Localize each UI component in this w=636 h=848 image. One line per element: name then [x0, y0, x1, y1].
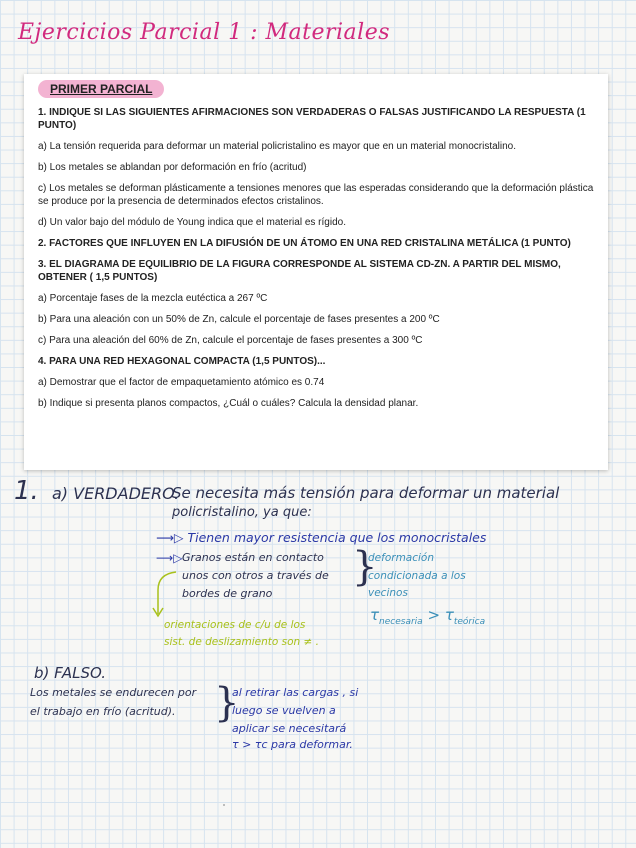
answer-b-label: b) FALSO. — [34, 664, 106, 682]
answer-b-reason1: al retirar las cargas , si — [232, 686, 359, 699]
question-3a: a) Porcentaje fases de la mezcla eutéctica a 267 ºC — [38, 293, 268, 304]
tau-inequality — [370, 606, 485, 627]
brace-granos: } — [352, 544, 378, 590]
granos-line1: Granos están en contacto — [182, 551, 324, 564]
orientaciones-line1: orientaciones de c/u de los — [164, 619, 306, 631]
answer-b-reason4: τ > τc para deformar. — [232, 738, 353, 751]
page-title: Ejercicios Parcial 1 : Materiales — [18, 20, 391, 45]
deformacion-line1: deformación — [368, 552, 434, 564]
question-1b: b) Los metales se ablandan por deformación en frío (acritud) — [38, 162, 307, 173]
greater-than: > — [427, 606, 441, 624]
question-1d: d) Un valor bajo del módulo de Young indica que el material es rígido. — [38, 217, 346, 228]
lime-arrow — [150, 570, 180, 620]
granos-line3: bordes de grano — [182, 587, 273, 600]
deformacion-line3: vecinos — [368, 587, 408, 599]
answer-a-line2: policristalino, ya que: — [172, 505, 312, 520]
answer-b-reason3: aplicar se necesitará — [232, 722, 347, 735]
answer-b-line2: el trabajo en frío (acritud). — [30, 705, 176, 718]
tau-symbol: τ — [370, 606, 380, 624]
tau-symbol-2: τ — [444, 606, 454, 624]
answer-b-reason2: luego se vuelven a — [232, 704, 336, 717]
answer-number: 1. — [14, 476, 39, 506]
question-2: 2. FACTORES QUE INFLUYEN EN LA DIFUSIÓN DE UN ÁTOMO EN UNA RED CRISTALINA METÁLICA (1 PUNTO) — [38, 238, 571, 249]
question-1a: a) La tensión requerida para deformar un material policristalino es mayor que en un material monocristalino. — [38, 141, 517, 152]
stray-dot — [223, 804, 225, 806]
bullet-2-arrow: ⟶▷ — [156, 551, 183, 565]
exam-heading: PRIMER PARCIAL — [38, 80, 164, 98]
granos-line2: unos con otros a través de — [182, 569, 329, 582]
question-1: 1. INDIQUE SI LAS SIGUIENTES AFIRMACIONES SON VERDADERAS O FALSAS JUSTIFICANDO LA RESPUESTA (1 PUNTO) — [38, 107, 586, 131]
bullet-1: ⟶▷ Tienen mayor resistencia que los monocristales — [156, 530, 487, 545]
question-4: 4. PARA UNA RED HEXAGONAL COMPACTA (1,5 PUNTOS)... — [38, 356, 326, 367]
question-4b: b) Indique si presenta planos compactos, ¿Cuál o cuáles? Calcula la densidad planar. — [38, 398, 419, 409]
question-3c: c) Para una aleación del 60% de Zn, calcule el porcentaje de fases presentes a 300 ºC — [38, 335, 423, 346]
question-3: 3. EL DIAGRAMA DE EQUILIBRIO DE LA FIGURA CORRESPONDE AL SISTEMA CD-ZN. A PARTIR DEL MISMO, OBTENER ( 1,5 PUNTOS) — [38, 259, 561, 283]
brace-falso: } — [214, 680, 240, 726]
question-4a: a) Demostrar que el factor de empaquetamiento atómico es 0.74 — [38, 377, 325, 388]
exam-sheet — [24, 74, 608, 470]
question-1c: c) Los metales se deforman plásticamente a tensiones menores que las esperadas considerando que la deformación plástica se produce por la presencia de determinados efectos cristalinos. — [38, 183, 594, 207]
question-3b: b) Para una aleación con un 50% de Zn, calcule el porcentaje de fases presentes a 200 ºC — [38, 314, 440, 325]
answer-b-line1: Los metales se endurecen por — [30, 686, 197, 699]
answer-a-label: a) VERDADERO. — [52, 484, 180, 503]
deformacion-line2: condicionada a los — [368, 570, 466, 582]
tau-necesaria: necesaria — [379, 617, 423, 627]
answer-a-line1: Se necesita más tensión para deformar un material — [172, 484, 560, 502]
tau-teorica: teórica — [453, 617, 486, 627]
orientaciones-line2: sist. de deslizamiento son ≠ . — [164, 636, 319, 648]
